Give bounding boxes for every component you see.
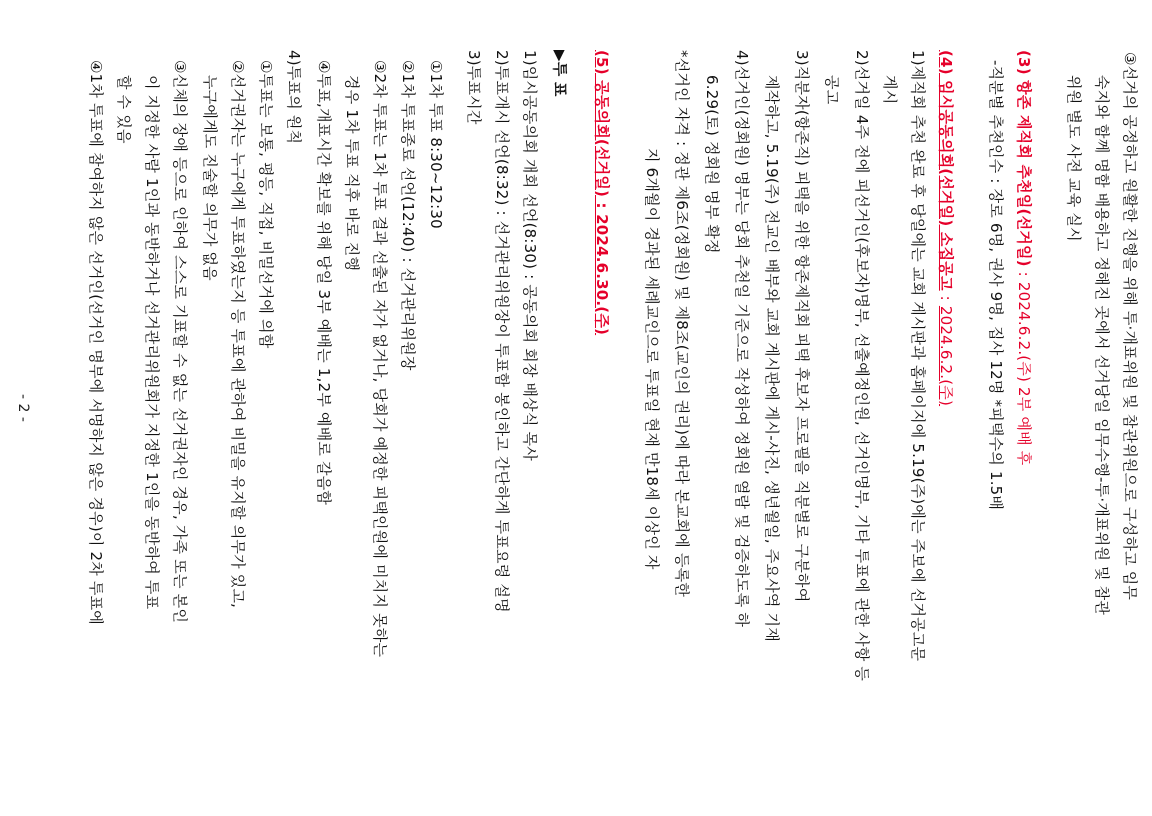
vote-item-4-1: ①투표는 보통, 평등, 직접, 비밀선거에 의함 bbox=[257, 60, 275, 349]
section-5-heading: (5) 공동의회(선거일) : 2024.6.30.(주) bbox=[593, 50, 611, 336]
section-4-date: 2024.6.2.(주) bbox=[937, 305, 955, 407]
section-4-item-3-line-1: 3)직분자(항존직) 피택을 위한 항존제직회 피택 후보자 프로필을 직분별로 구분하여 bbox=[793, 50, 811, 603]
voter-qualification-line-2: 지 6개월이 경과된 세례교인으로 투표일 현재 만18세 이상인 자 bbox=[643, 148, 661, 570]
sec2-line-1: ③선거의 공정하고 원활한 진행을 위해 투·개표위원 및 참관위원으로 구성하고 임무 bbox=[1121, 52, 1139, 601]
vote-item-4-2-line-2: 누구에게도 진술할 의무가 없음 bbox=[201, 75, 219, 281]
vote-item-4-4: ④1차 투표에 참여하지 않은 선거인(선거인 명부에 서명하지 않은 경우)이 2차 투표에 bbox=[87, 60, 105, 626]
vote-item-3: 3)투표시간 bbox=[465, 50, 483, 125]
vote-item-3-3-line-2: 경우 1차 투표 직후 바로 진행 bbox=[343, 75, 361, 272]
section-4-heading-line bbox=[936, 50, 956, 406]
section-4-item-4-line-2: 6.29(토) 정회원 명부 확정 bbox=[703, 75, 721, 254]
sec2-line-3: 위원 별도 사전 교육 실시 bbox=[1065, 75, 1083, 242]
section-4-item-4-line-1: 4)선거인(정회원) 명부는 당회 추천일 기준으로 작성하여 정회원 열람 및 검증하도록 하 bbox=[733, 50, 751, 628]
section-4-item-1-line-2: 게시 bbox=[881, 75, 899, 105]
vote-item-4: 4)투표의 원칙 bbox=[285, 50, 303, 145]
vote-item-3-4: ④투표,개표시간 확보를 위해 당일 3부 예배는 1,2부 예배로 갈음함 bbox=[315, 60, 333, 506]
section-4-colon: : bbox=[937, 290, 955, 306]
vote-item-4-2-line-1: ②선거권자는 누구에게 투표하였는지 등 투표에 관하여 비밀을 유지할 의무가 있고, bbox=[229, 60, 247, 609]
section-3-heading-line bbox=[1014, 50, 1034, 466]
vote-subheading: ▶투 표 bbox=[551, 50, 569, 97]
vote-item-1: 1)임시공동의회 개회 선언(8:30) : 공동의회 회장 배상식 목사 bbox=[521, 50, 539, 461]
section-3-heading: (3) 항존 제직회 추천일(선거일) bbox=[1015, 50, 1033, 267]
section-3-recommend-count: -직분별 추천인수 : 장로 6명, 권사 9명, 집사 12명 *피택수의 1.5배 bbox=[987, 60, 1005, 511]
vote-item-4-3-line-1: ③신체의 장애 등으로 인하여 스스로 기표할 수 없는 선거권자인 경우, 가족 또는 본인 bbox=[171, 60, 189, 624]
vote-item-3-3-line-1: ③2차 투표는 1차 투표 결과 선출된 자가 없거나, 당회가 예정한 피택인원에 미치지 못하는 bbox=[371, 60, 389, 658]
vote-item-4-3-line-2: 이 지정한 사람 1인과 동반하거나 선거관리위원회가 지정한 1인을 동반하여 투표 bbox=[143, 75, 161, 610]
page-number: - 2 - bbox=[15, 394, 31, 422]
vote-item-3-2: ②1차 투표종료 선언(12:40) : 선거관리위원장 bbox=[399, 60, 417, 371]
section-4-heading: (4) 임시공동의회(선거일) 소집공고 bbox=[937, 50, 955, 291]
vote-item-4-3-line-3: 할 수 있음 bbox=[115, 75, 133, 144]
section-4-item-1-line-1: 1)제직회 추천 완료 후 당일에는 교회 게시판과 홈페이지에 5.19(주)에는 주보에 선거공고문 bbox=[909, 50, 927, 662]
voter-qualification-line-1: *선거인 자격 : 정관 제6조(정회원) 및 제8조(교인의 권리)에 따라 본교회에 등록한 bbox=[673, 50, 691, 598]
section-4-item-2-line-2: 공고 bbox=[823, 75, 841, 105]
vote-item-3-1: ①1차 투표 8:30~12:30 bbox=[427, 60, 445, 229]
vote-item-2: 2)투표개시 선언(8:32) : 선거관리위원장이 투표함 봉인하고 간단하게 투표요령 설명 bbox=[493, 50, 511, 613]
sec2-line-2: 숙지와 함께 명함 배용하고 정해진 곳에서 선거당일 임무수행-투·개표위원 및 참관 bbox=[1093, 75, 1111, 616]
section-3-colon: : bbox=[1015, 266, 1033, 282]
section-3-date: 2024.6.2.(주) 2부 예배 후 bbox=[1015, 281, 1033, 466]
section-4-item-2-line-1: 2)선거일 4주 전에 피선거인(후보자)명부, 선출예정인원, 선거인명부, 기타 투표에 관한 사항 등 bbox=[853, 50, 871, 682]
section-4-item-3-line-2: 제작하고, 5.19(주) 전교인 배부와 교회 게시판에 게시-사진, 생년월일, 주요사역 기재 bbox=[763, 75, 781, 642]
